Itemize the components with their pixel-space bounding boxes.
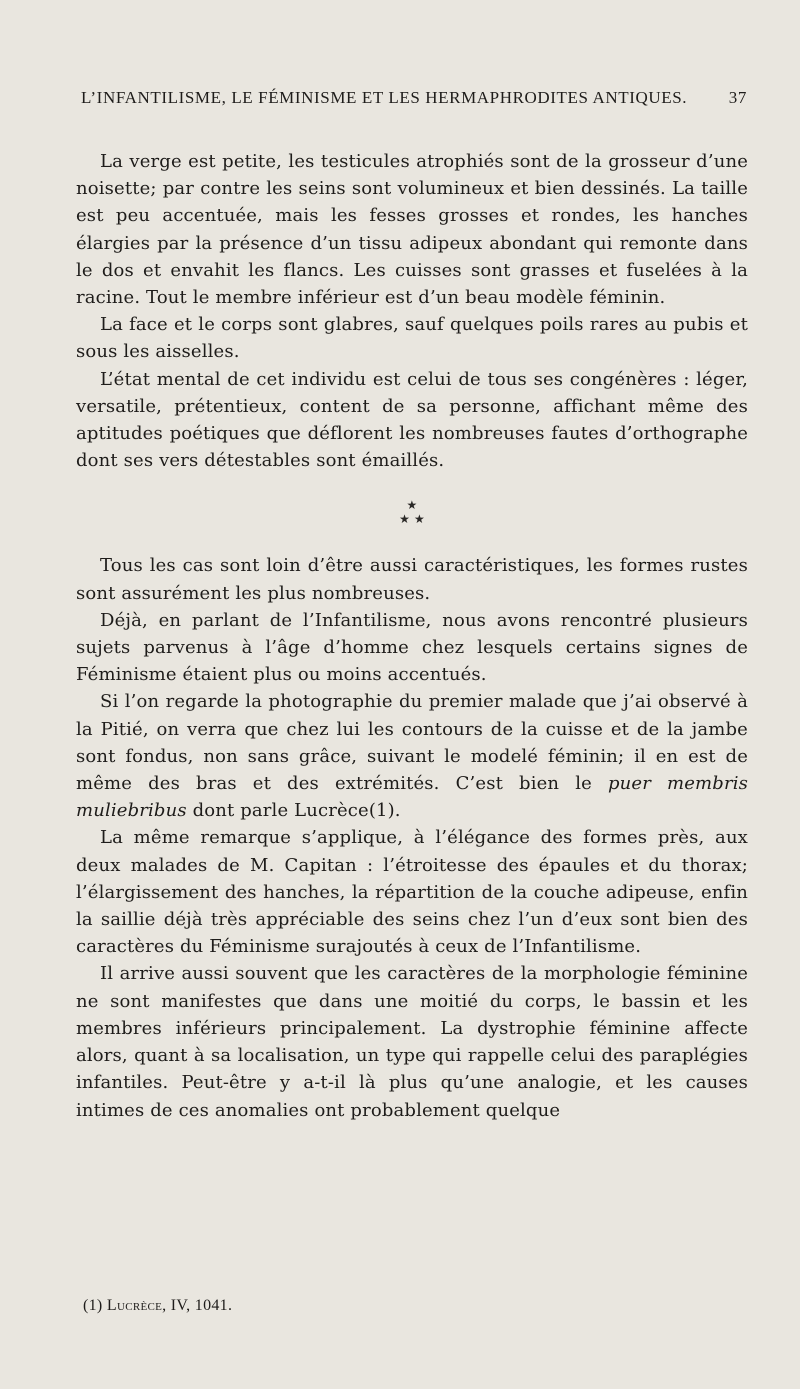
footnote-reference-text: , IV, 1041.	[162, 1297, 233, 1314]
paragraph-7: La même remarque s’applique, à l’élégance des formes près, aux deux malades de M. Capitan : l’étroitesse des épaules et du thorax; l’élargissement des hanches, la répartition de la couche adipeuse, enfin la saillie déjà très appréciable des seins chez l’un d’eux sont bien des caractères du Féminisme surajoutés à ceux de l’Infantilisme.	[76, 827, 748, 958]
paragraph-2: La face et le corps sont glabres, sauf quelques poils rares au pubis et sous les aisselles.	[76, 314, 748, 363]
paragraph-8: Il arrive aussi souvent que les caractères de la morphologie féminine ne sont manifestes que dans une moitié du corps, le bassin et les membres inférieurs principalement. La dystrophie féminine affecte alors, quant à sa localisation, un type qui rappelle celui des paraplégies infantiles. Peut-être y a-t-il là plus qu’une analogie, et les causes intimes de ces anomalies ont probablement quelque	[76, 963, 748, 1121]
paragraph-6-text-start: Si l’on regarde la photographie du premier malade que j’ai observé à la Pitié, on verra que chez lui les contours de la cuisse et de la jambe sont fondus, non sans grâce, suivant le modelé féminin; il en est de même des bras et des extrémités. C’est bien le	[76, 691, 748, 795]
latin-quotation: puer membris muliebribus	[76, 773, 748, 822]
paragraph-6	[76, 688, 748, 824]
footnote	[83, 1297, 232, 1315]
paragraph-3: L’état mental de cet individu est celui de tous ses congénères : léger, versatile, prétentieux, content de sa personne, affichant même des aptitudes poétiques que déflorent les nombreuses fautes d’orthographe dont ses vers détestables sont émaillés.	[76, 368, 748, 472]
paragraph-1: La verge est petite, les testicules atrophiés sont de la grosseur d’une noisette; par contre les seins sont volumineux et bien dessinés. La taille est peu accentuée, mais les fesses grosses et rondes, les hanches élargies par la présence d’un tissu adipeux abondant qui remonte dans le dos et envahit les flancs. Les cuisses sont grasses et fuselées à la racine. Tout le membre inférieur est d’un beau modèle féminin.	[76, 151, 748, 309]
running-title: L’INFANTILISME, LE FÉMINISME ET LES HERMAPHRODITES ANTIQUES.	[81, 88, 688, 107]
paragraph-4: Tous les cas sont loin d’être aussi caractéristiques, les formes rustes sont assurément les plus nombreuses.	[76, 555, 748, 604]
footnote-reference: (1).	[368, 800, 401, 822]
asterism-bottom-stars: ★ ★	[399, 512, 425, 527]
section-separator	[76, 498, 748, 526]
footnote-author: Lucrèce	[106, 1297, 163, 1314]
running-header	[81, 88, 747, 112]
page-number: 37	[728, 88, 747, 107]
body-text	[76, 148, 748, 1124]
asterism-top-star: ★	[406, 498, 418, 513]
paragraph-5: Déjà, en parlant de l’Infantilisme, nous avons rencontré plusieurs sujets parvenus à l’âge d’homme chez lesquels certains signes de Féminisme étaient plus ou moins accentués.	[76, 609, 748, 686]
footnote-marker: (1)	[83, 1297, 103, 1314]
paragraph-6-text-end: dont parle Lucrèce	[186, 800, 369, 822]
